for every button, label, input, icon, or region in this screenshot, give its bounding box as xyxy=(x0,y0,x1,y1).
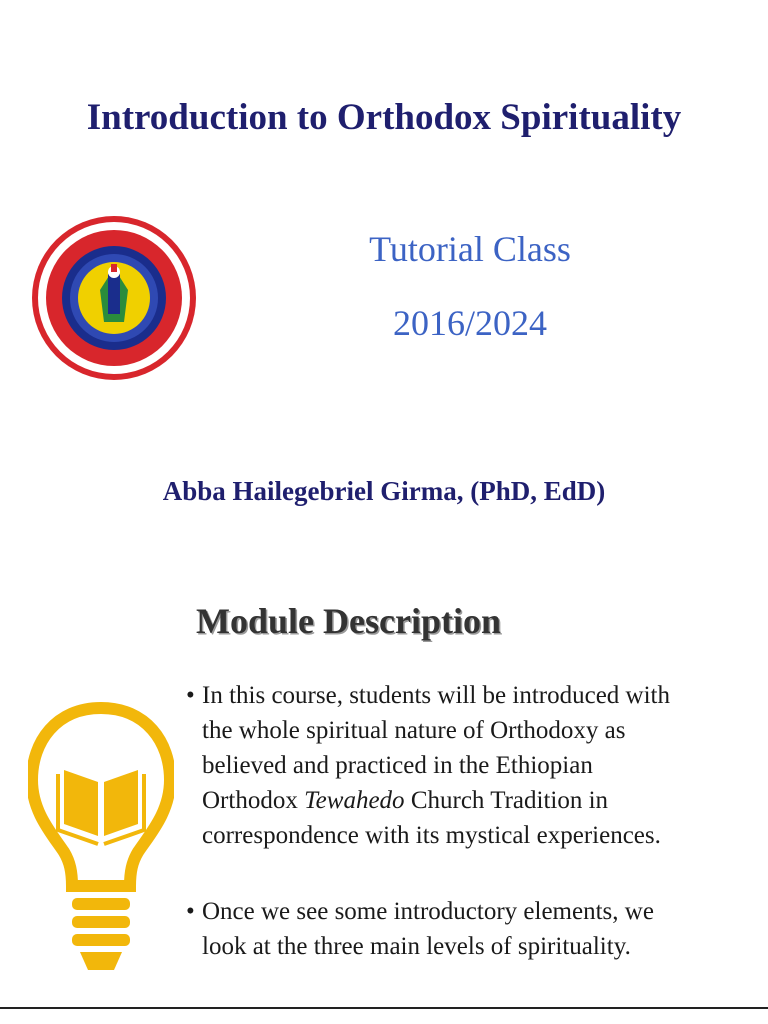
subtitle-tutorial-class: Tutorial Class xyxy=(369,229,571,269)
bullet-marker: • xyxy=(186,898,195,925)
paragraph-1-line-1: In this course, students will be introduced with xyxy=(202,682,670,709)
bottom-divider xyxy=(0,1007,768,1009)
paragraph-1-line-2: the whole spiritual nature of Orthodoxy as xyxy=(202,717,626,744)
page-title: Introduction to Orthodox Spirituality xyxy=(86,97,682,138)
tewahedo-italic: Tewahedo xyxy=(304,787,405,814)
line-4-pre: Orthodox xyxy=(202,787,305,814)
bullet-marker: • xyxy=(186,682,195,709)
module-heading: Module Description xyxy=(196,601,501,641)
author-name: Abba Hailegebriel Girma, (PhD, EdD) xyxy=(162,476,606,506)
paragraph-2-line-2: look at the three main levels of spirituality. xyxy=(202,933,631,960)
subtitle-year: 2016/2024 xyxy=(392,303,547,343)
paragraph-1-line-3: believed and practiced in the Ethiopian xyxy=(202,752,593,779)
paragraph-2-line-1: Once we see some introductory elements, we xyxy=(202,898,654,925)
module-paragraph-2 xyxy=(186,894,756,964)
university-seal-icon xyxy=(28,212,200,384)
paragraph-1-line-4 xyxy=(202,783,756,818)
module-paragraph-1 xyxy=(186,678,756,853)
lightbulb-book-icon xyxy=(28,702,174,982)
paragraph-1-line-5: correspondence with its mystical experiences. xyxy=(202,822,661,849)
line-4-post: Church Tradition in xyxy=(404,787,609,814)
